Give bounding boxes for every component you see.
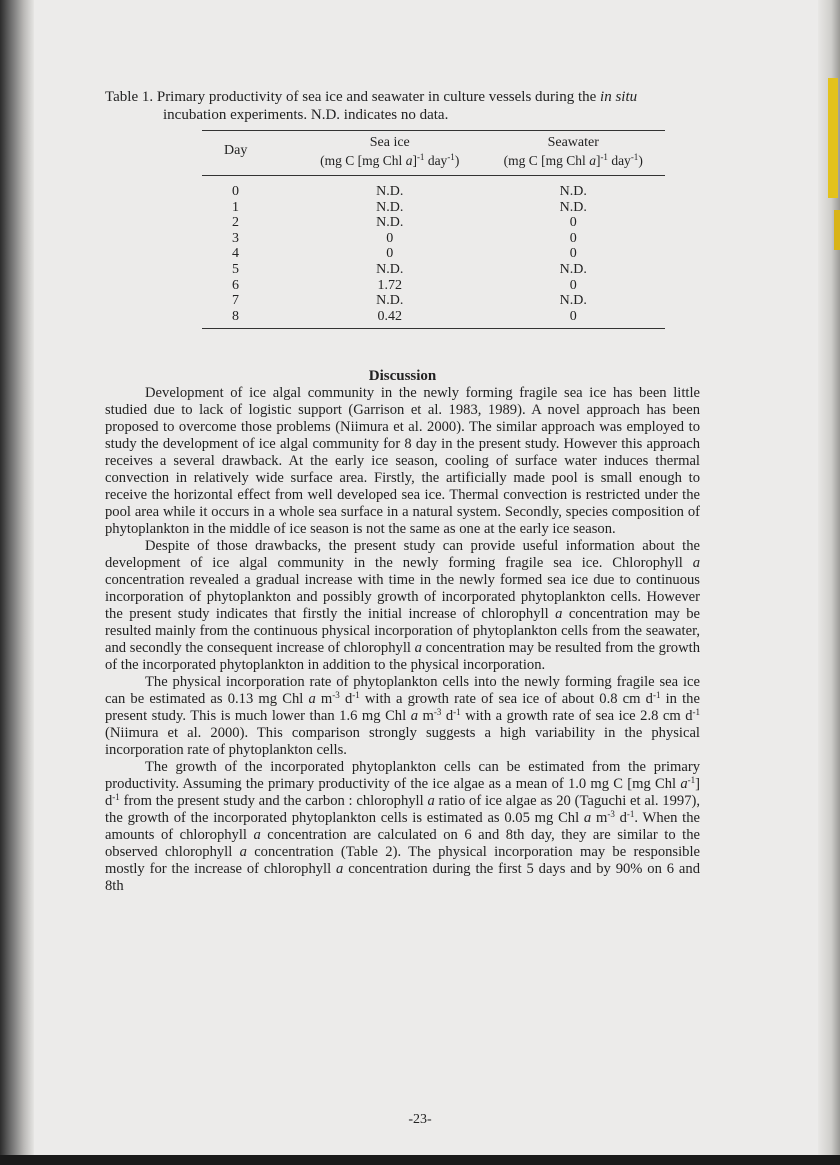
book-binding-shadow <box>0 0 34 1165</box>
table-caption-line2 <box>105 106 700 124</box>
cell-day: 3 <box>232 230 239 246</box>
cell-sea: 0 <box>482 309 666 329</box>
cell-ice: N.D. <box>376 261 404 277</box>
table-row <box>202 262 665 278</box>
cell-ice: 1.72 <box>377 277 402 293</box>
caption-suffix: incubation experiments. N.D. indicates no data. <box>163 107 449 123</box>
cell-sea: 0 <box>569 246 577 262</box>
yellow-tab-marker <box>828 78 838 198</box>
table-caption <box>105 88 700 106</box>
table-row <box>202 200 665 216</box>
body-text <box>105 385 700 895</box>
page-number: -23- <box>408 1112 432 1127</box>
cell-ice: 0 <box>386 246 394 262</box>
header-seawater <box>482 132 666 176</box>
header-sea-ice <box>298 132 482 176</box>
cell-day: 6 <box>232 277 239 293</box>
header-sea-ice-label: Sea ice <box>369 135 410 150</box>
caption-prefix: Table 1. Primary productivity of sea ice and seawater in culture vessels during the <box>105 89 597 105</box>
cell-ice: 0 <box>386 230 394 246</box>
cell-ice: N.D. <box>376 199 404 215</box>
cell-day: 2 <box>232 215 239 231</box>
table-row <box>202 278 665 294</box>
paragraph-2: Despite of those drawbacks, the present study can provide useful information about the development of ice algal community in the newly forming fragile sea ice. Chlorophyll a concentration revealed a gradual increase with time in the newly formed sea ice due to continuous incorporation of phytoplankton and possibly growth of incorporated phytoplankton cells. However the present study indicates that firstly the initial increase of chlorophyll a concentration may be resulted mainly from the continuous physical incorporation of phytoplankton cells from the seawater, and secondly the consequent increase of chlorophyll a concentration may be resulted from the growth of the incorporated phytoplankton in addition to the physical incorporation. <box>105 538 700 673</box>
cell-sea: N.D. <box>559 199 587 215</box>
cell-day: 1 <box>232 199 239 215</box>
header-day: Day <box>202 132 298 176</box>
table-row <box>202 231 665 247</box>
caption-italic: in situ <box>600 89 638 105</box>
scan-bottom-edge <box>0 1155 840 1165</box>
page-content <box>105 88 701 894</box>
cell-day: 8 <box>202 309 298 329</box>
table-top-rule <box>202 130 665 131</box>
header-seawater-label: Seawater <box>547 135 599 150</box>
paragraph-1: Development of ice algal community in the newly forming fragile sea ice has been little studied due to lack of logistic support (Garrison et al. 1983, 1989). A novel approach has been proposed to overcome those problems (Niimura et al. 2000). The similar approach was employed to study the development of ice algal community for 8 day in the present study. However this approach receives a several drawback. At the early ice season, cooling of surface water induces thermal convection in relatively wide surface area. Firstly, the artificially made pool is small enough to receive the horizontal effect from well developed sea ice. Thermal convection is restricted under the pool area while it occurs in a whole sea surface in a natural system. Secondly, species composition of phytoplankton in the middle of ice season is not the same as one at the early ice season. <box>105 385 700 537</box>
cell-sea: 0 <box>569 230 577 246</box>
paragraph-4: The growth of the incorporated phytoplankton cells can be estimated from the primary productivity. Assuming the primary productivity of the ice algae as a mean of 1.0 mg C [mg Chl $a^{-1}$] $d^{-1}$ from the present study and the carbon : chlorophyll a ratio of ice algae as 20 (Taguchi et al. 1997), the growth of the incorporated phytoplankton cells is estimated as 0.05 mg Chl a $m^{-3}$ $d^{-1}$. When the amounts of chlorophyll a concentration are calculated on 6 and 8th day, they are similar to the observed chlorophyll a concentration (Table 2). The physical incorporation may be responsible mostly for the increase of chlorophyll a concentration during the first 5 days and by 90% on 6 and 8th <box>105 759 701 894</box>
table-row <box>202 215 665 231</box>
cell-sea: 0 <box>569 277 577 293</box>
header-seawater-unit: (mg C [mg Chl a]$^{-1}$ day$^{-1}$) <box>503 152 643 168</box>
cell-day: 7 <box>232 293 239 309</box>
table-header-row <box>202 132 665 176</box>
table-row <box>202 309 665 329</box>
table-row <box>202 246 665 262</box>
cell-sea: N.D. <box>559 261 587 277</box>
header-sea-ice-unit: (mg C [mg Chl a]$^{-1}$ day$^{-1}$) <box>320 152 460 168</box>
yellow-tab-marker-lower <box>834 210 840 250</box>
cell-sea: N.D. <box>559 293 587 309</box>
cell-day: 5 <box>232 261 239 277</box>
cell-ice: 0.42 <box>298 309 482 329</box>
table-row <box>202 293 665 309</box>
productivity-table <box>202 132 665 329</box>
cell-sea: N.D. <box>559 184 587 199</box>
cell-ice: N.D. <box>376 184 404 199</box>
cell-day: 0 <box>232 184 239 199</box>
cell-day: 4 <box>232 246 239 262</box>
table-row <box>202 176 665 200</box>
cell-ice: N.D. <box>376 215 404 231</box>
cell-ice: N.D. <box>376 293 404 309</box>
section-title: Discussion <box>368 368 437 384</box>
paragraph-3: The physical incorporation rate of phytoplankton cells into the newly forming fragile sea ice can be estimated as 0.13 mg Chl a $m^{-3}$ $d^{-1}$ with a growth rate of sea ice of about 0.8 cm $d^{-1}$ in the present study. This is much lower than 1.6 mg Chl a $m^{-3}$ $d^{-1}$ with a growth rate of sea ice 2.8 cm $d^{-1}$ (Niimura et al. 2000). This comparison strongly suggests a high variability in the physical incorporation rate of phytoplankton cells. <box>105 674 701 758</box>
cell-sea: 0 <box>569 215 577 231</box>
